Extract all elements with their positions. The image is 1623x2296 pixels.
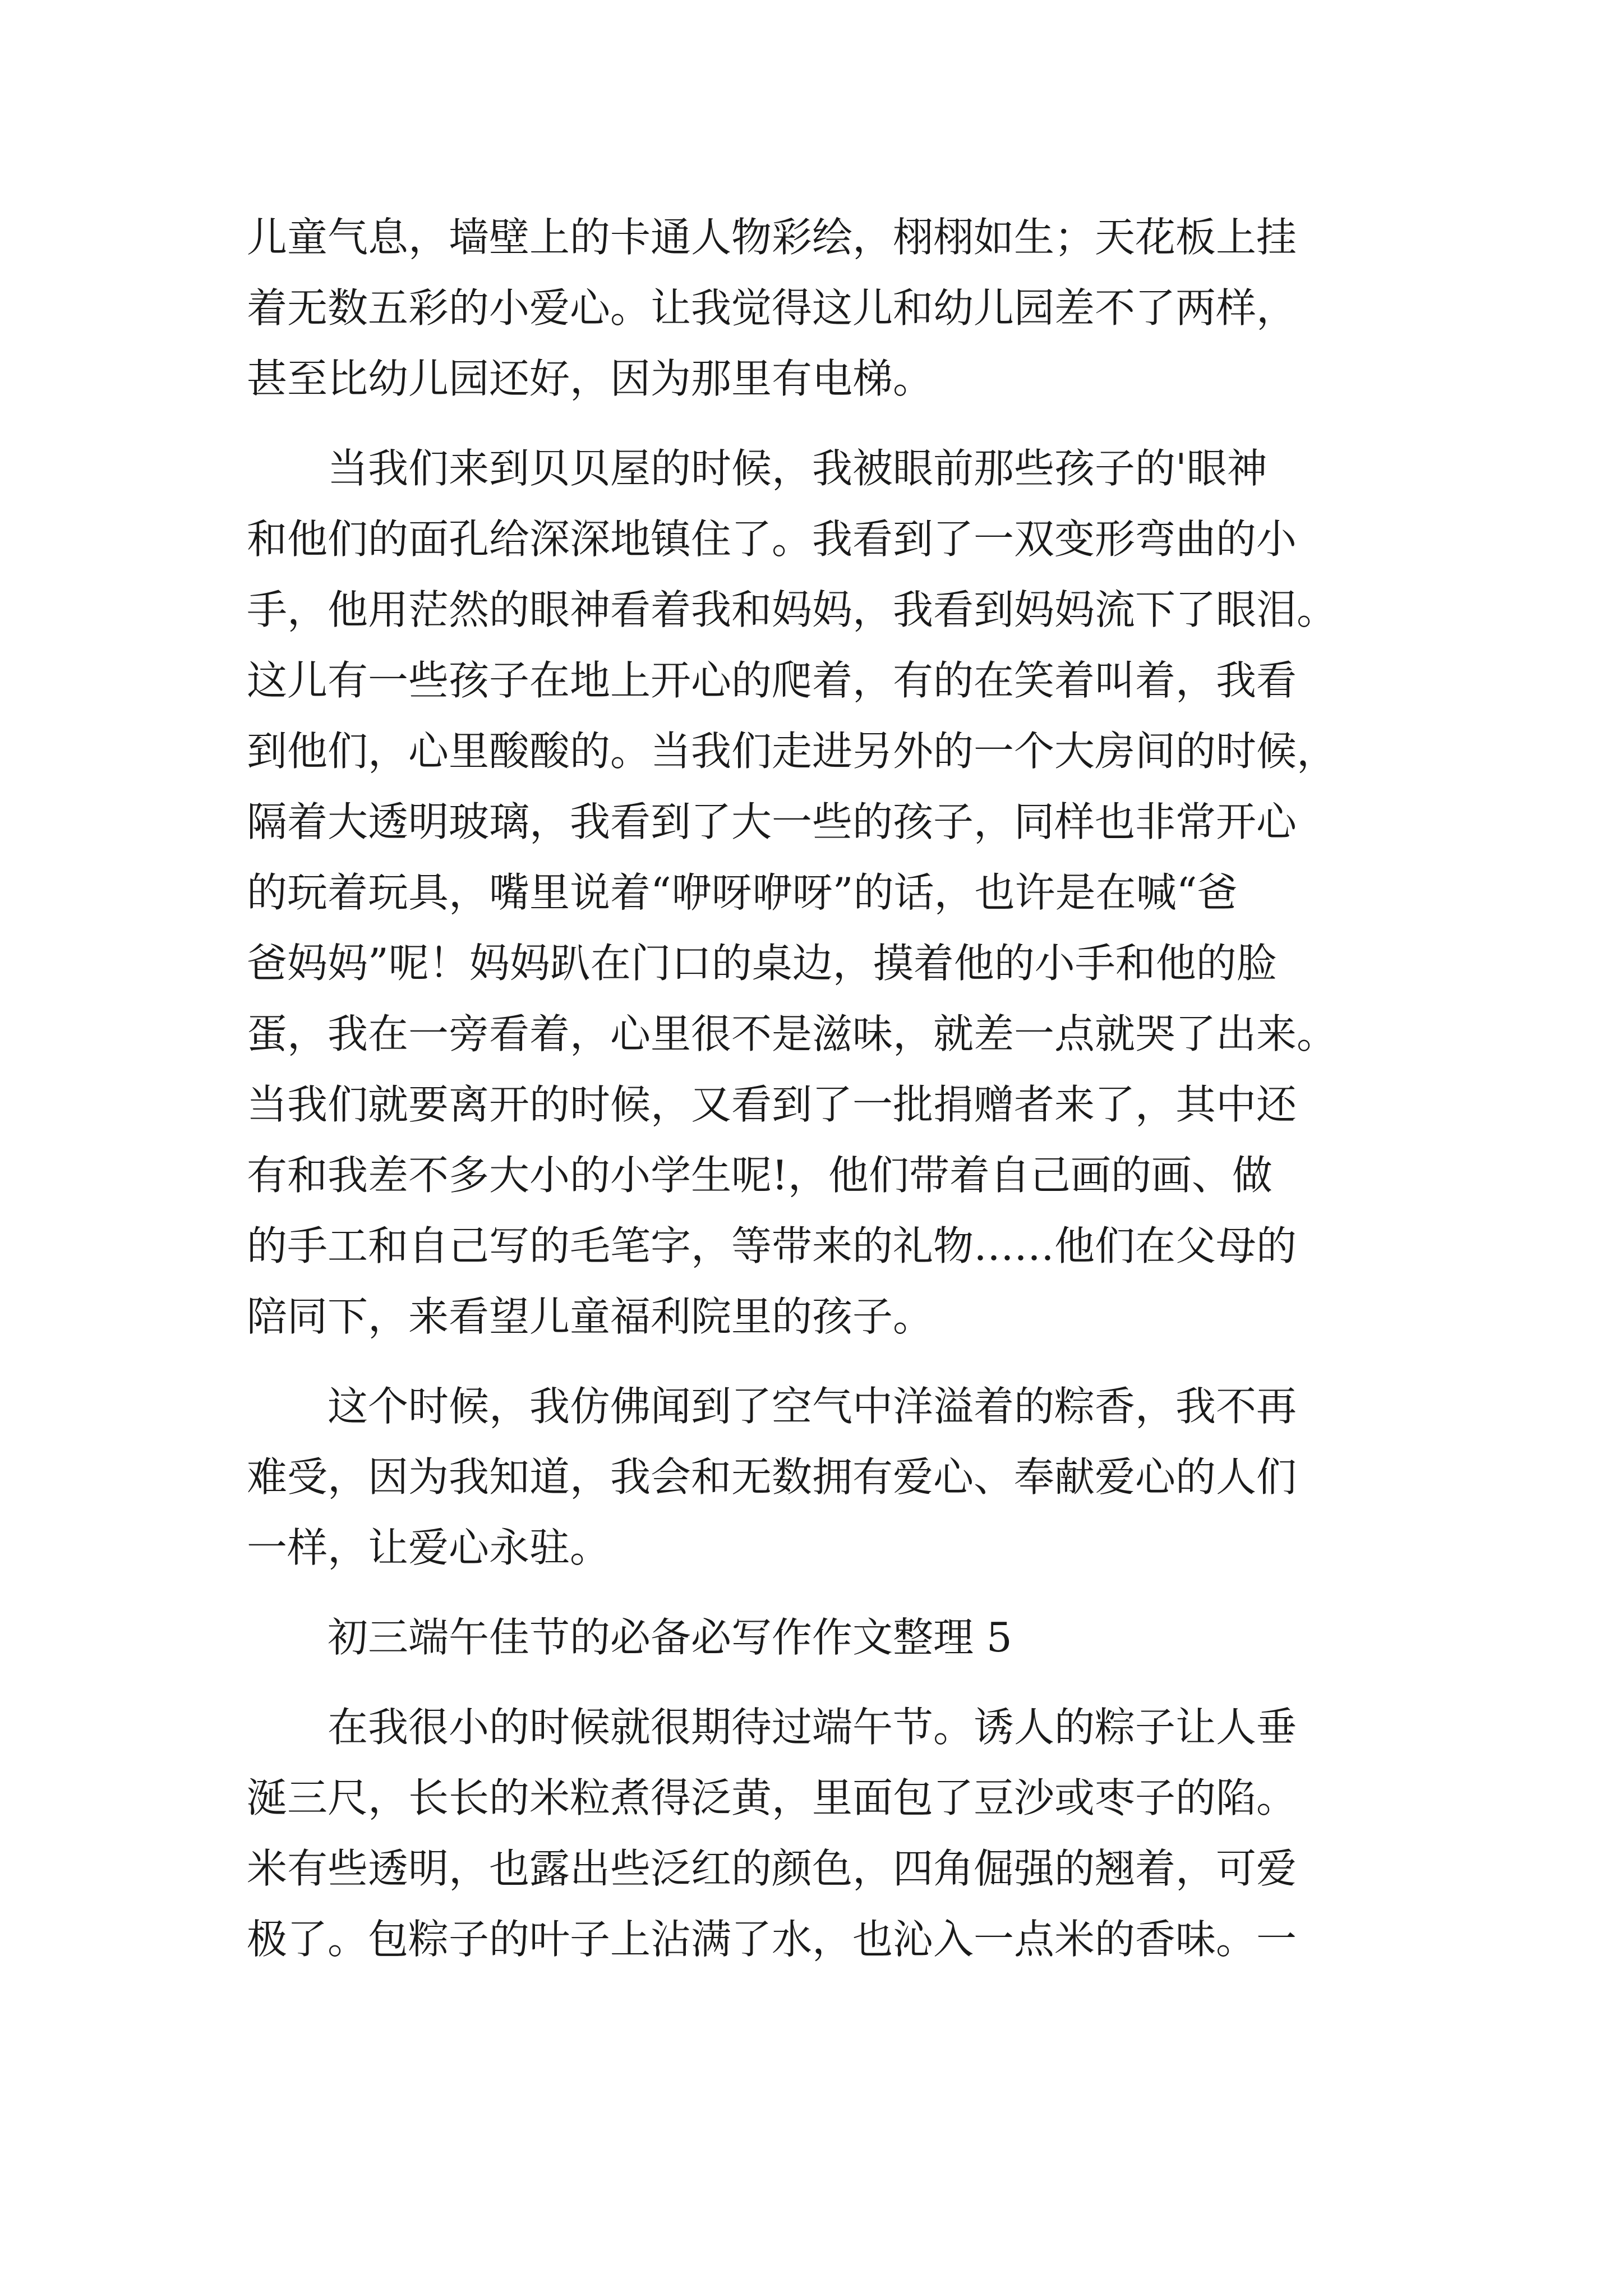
text-line: 一样，让爱心永驻。 [247, 1524, 611, 1571]
text-line: 隔着大透明玻璃，我看到了大一些的孩子，同样也非常开心 [247, 798, 1297, 845]
paragraph-gap [247, 414, 1385, 433]
paragraph-1 [247, 202, 1385, 414]
text-line: 这个时候，我仿佛闻到了空气中洋溢着的粽香，我不再 [247, 1383, 1297, 1430]
section-title [247, 1602, 1385, 1673]
paragraph-gap [247, 1583, 1385, 1602]
text-line: 在我很小的时候就很期待过端午节。诱人的粽子让人垂 [247, 1704, 1297, 1751]
text-line: 当我们就要离开的时候，又看到了一批捐赠者来了，其中还 [247, 1081, 1297, 1128]
text-line: 涎三尺，长长的米粒煮得泛黄，里面包了豆沙或枣子的陷。 [247, 1774, 1297, 1821]
text-line: 当我们来到贝贝屋的时候，我被眼前那些孩子的'眼神 [247, 445, 1267, 492]
text-line: 有和我差不多大小的小学生呢!，他们带着自己画的画、做 [247, 1152, 1272, 1199]
paragraph-gap [247, 1352, 1385, 1371]
text-line: 的玩着玩具，嘴里说着“咿呀咿呀”的话，也许是在喊“爸 [247, 869, 1238, 916]
title-line: 初三端午佳节的必备必写作作文整理 5 [247, 1614, 1012, 1661]
text-line: 难受，因为我知道，我会和无数拥有爱心、奉献爱心的人们 [247, 1453, 1297, 1501]
text-line: 米有些透明，也露出些泛红的颜色，四角倔强的翘着，可爱 [247, 1845, 1297, 1892]
text-line: 和他们的面孔给深深地镇住了。我看到了一双变形弯曲的小 [247, 516, 1297, 563]
text-line: 手，他用茫然的眼神看着我和妈妈，我看到妈妈流下了眼泪。 [247, 586, 1338, 633]
paragraph-gap [247, 1673, 1385, 1692]
text-line: 蛋，我在一旁看着，心里很不是滋味，就差一点就哭了出来。 [247, 1010, 1338, 1057]
text-line: 极了。包粽子的叶子上沾满了水，也沁入一点米的香味。一 [247, 1916, 1297, 1963]
text-line: 到他们，心里酸酸的。当我们走进另外的一个大房间的时候， [247, 728, 1338, 775]
paragraph-5 [247, 1692, 1385, 1975]
text-line: 儿童气息，墙壁上的卡通人物彩绘，栩栩如生；天花板上挂 [247, 214, 1297, 261]
text-line: 甚至比幼儿园还好，因为那里有电梯。 [247, 355, 934, 402]
text-line: 的手工和自己写的毛笔字，等带来的礼物……他们在父母的 [247, 1222, 1297, 1269]
text-line: 着无数五彩的小爱心。让我觉得这儿和幼儿园差不了两样， [247, 284, 1297, 332]
paragraph-2 [247, 433, 1385, 1352]
body-text [247, 202, 1385, 1975]
text-line: 爸妈妈”呢！妈妈趴在门口的桌边，摸着他的小手和他的脸 [247, 940, 1277, 987]
text-line: 陪同下，来看望儿童福利院里的孩子。 [247, 1293, 934, 1340]
text-line: 这儿有一些孩子在地上开心的爬着，有的在笑着叫着，我看 [247, 657, 1297, 704]
paragraph-3 [247, 1371, 1385, 1583]
